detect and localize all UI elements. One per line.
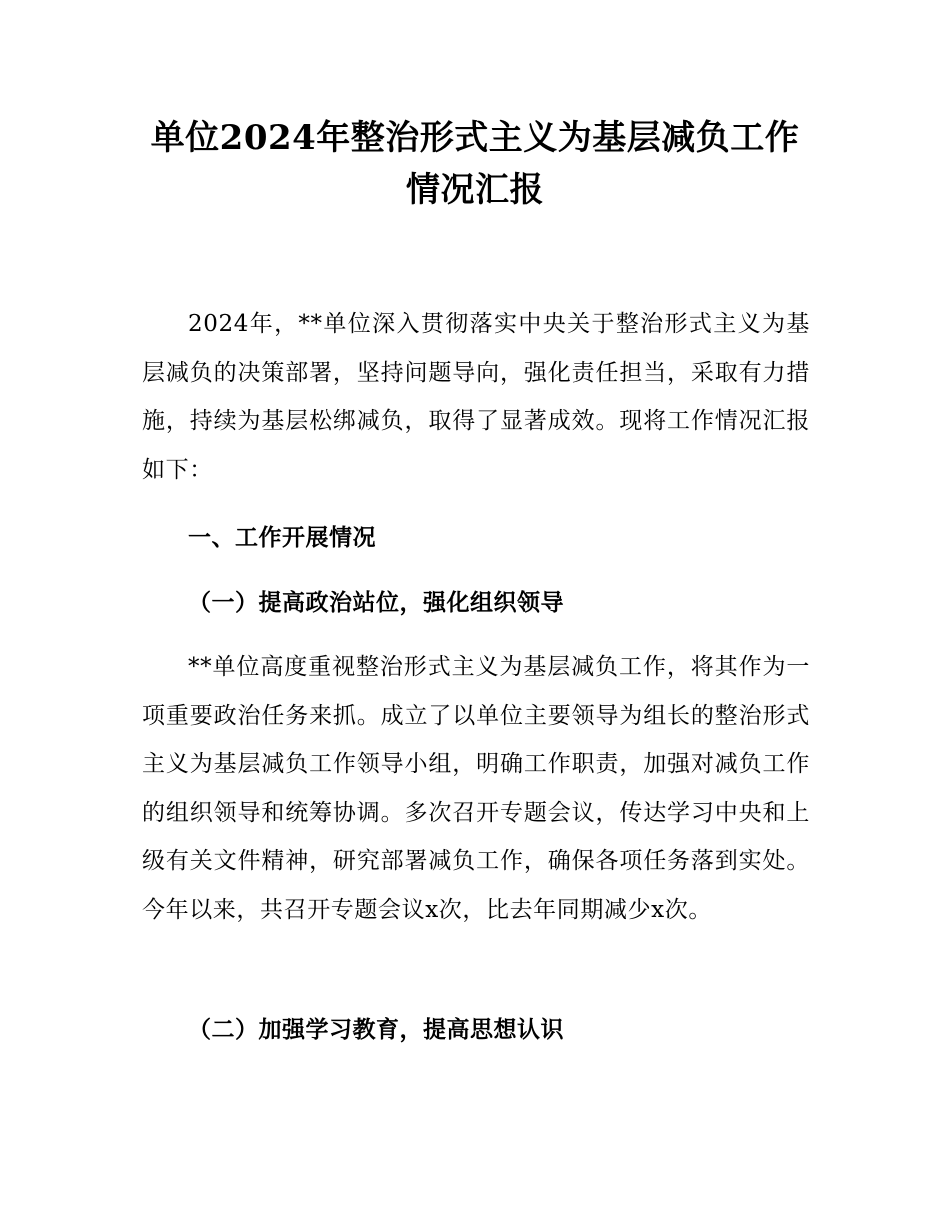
subsection-heading-political-standing: （一）提高政治站位，强化组织领导 xyxy=(188,590,564,616)
section-heading-work-status: 一、工作开展情况 xyxy=(188,525,376,551)
subsection-body-political-standing: **单位高度重视整治形式主义为基层减负工作，将其作为一项重要政治任务来抓。成立了以单位主要领导为组长的整治形式主义为基层减负工作领导小组，明确工作职责，加强对减负工作的组织领导和统筹协调。多次召开专题会议，传达学习中央和上级有关文件精神，研究部署减负工作，确保各项任务落到实处。今年以来，共召开专题会议x次，比去年同期减少x次。 xyxy=(142,654,810,923)
document-title: 单位2024年整治形式主义为基层减负工作情况汇报 xyxy=(150,118,800,210)
intro-paragraph: 2024年，**单位深入贯彻落实中央关于整治形式主义为基层减负的决策部署，坚持问题导向，强化责任担当，采取有力措施，持续为基层松绑减负，取得了显著成效。现将工作情况汇报如下： xyxy=(142,311,810,483)
subsection-heading-study-education: （二）加强学习教育，提高思想认识 xyxy=(188,1017,564,1043)
